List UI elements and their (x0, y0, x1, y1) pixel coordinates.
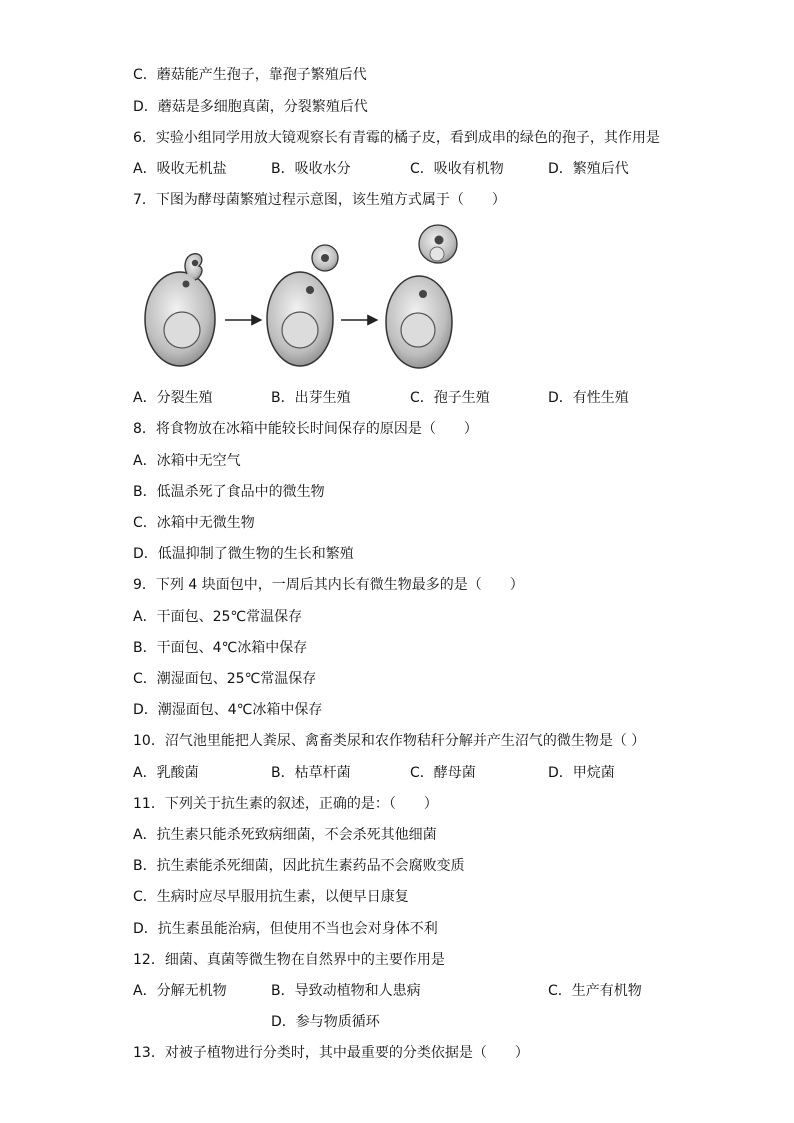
q6-option-c: C．吸收有机物 (410, 161, 504, 177)
q5-option-d: D．蘑菇是多细胞真菌，分裂繁殖后代 (133, 99, 368, 115)
q10-option-c: C．酵母菌 (410, 765, 476, 781)
q10-option-d: D．甲烷菌 (548, 765, 615, 781)
q9-option-a: A．干面包、25℃常温保存 (133, 609, 303, 625)
q12-option-d: D．参与物质循环 (271, 1014, 380, 1030)
q7-option-c: C．孢子生殖 (410, 390, 490, 406)
yeast-budding-figure (135, 222, 475, 372)
question-10: 10．沼气池里能把人粪尿、禽畜类尿和农作物秸秆分解并产生沼气的微生物是（ ） (133, 733, 646, 749)
q8-option-d: D．低温抑制了微生物的生长和繁殖 (133, 546, 354, 562)
yeast-cell-stage-1 (145, 254, 215, 366)
question-7: 7．下图为酵母菌繁殖过程示意图，该生殖方式属于（ ） (133, 192, 506, 208)
question-9: 9．下列 4 块面包中，一周后其内长有微生物最多的是（ ） (133, 577, 524, 593)
q7-option-d: D．有性生殖 (548, 390, 629, 406)
q9-option-b: B．干面包、4℃冰箱中保存 (133, 640, 308, 656)
q12-option-b: B．导致动植物和人患病 (271, 983, 421, 999)
q8-option-b: B．低温杀死了食品中的微生物 (133, 484, 325, 500)
question-11: 11．下列关于抗生素的叙述，正确的是：（ ） (133, 796, 438, 812)
q9-option-c: C．潮湿面包、25℃常温保存 (133, 671, 317, 687)
q11-option-b: B．抗生素能杀死细菌，因此抗生素药品不会腐败变质 (133, 858, 465, 874)
question-12: 12．细菌、真菌等微生物在自然界中的主要作用是 (133, 952, 445, 968)
q12-option-a: A．分解无机物 (133, 983, 227, 999)
q9-option-d: D．潮湿面包、4℃冰箱中保存 (133, 702, 323, 718)
q11-option-c: C．生病时应尽早服用抗生素，以便早日康复 (133, 889, 409, 905)
q10-option-a: A．乳酸菌 (133, 765, 199, 781)
q12-option-c: C．生产有机物 (548, 983, 642, 999)
question-8: 8．将食物放在冰箱中能较长时间保存的原因是（ ） (133, 421, 478, 437)
q11-option-d: D．抗生素虽能治病，但使用不当也会对身体不利 (133, 921, 438, 937)
q5-option-c: C．蘑菇能产生孢子，靠孢子繁殖后代 (133, 67, 367, 83)
q6-option-a: A．吸收无机盐 (133, 161, 227, 177)
question-6: 6．实验小组同学用放大镜观察长有青霉的橘子皮，看到成串的绿色的孢子，其作用是 (133, 130, 660, 146)
question-13: 13．对被子植物进行分类时，其中最重要的分类依据是（ ） (133, 1045, 529, 1061)
yeast-cell-stage-2 (267, 245, 338, 366)
q11-option-a: A．抗生素只能杀死致病细菌，不会杀死其他细菌 (133, 827, 437, 843)
q8-option-c: C．冰箱中无微生物 (133, 515, 255, 531)
q6-option-b: B．吸收水分 (271, 161, 351, 177)
q8-option-a: A．冰箱中无空气 (133, 453, 241, 469)
q6-option-d: D．繁殖后代 (548, 161, 629, 177)
q7-option-b: B．出芽生殖 (271, 390, 351, 406)
q10-option-b: B．枯草杆菌 (271, 765, 351, 781)
yeast-cell-stage-3 (386, 225, 457, 368)
q7-option-a: A．分裂生殖 (133, 390, 213, 406)
